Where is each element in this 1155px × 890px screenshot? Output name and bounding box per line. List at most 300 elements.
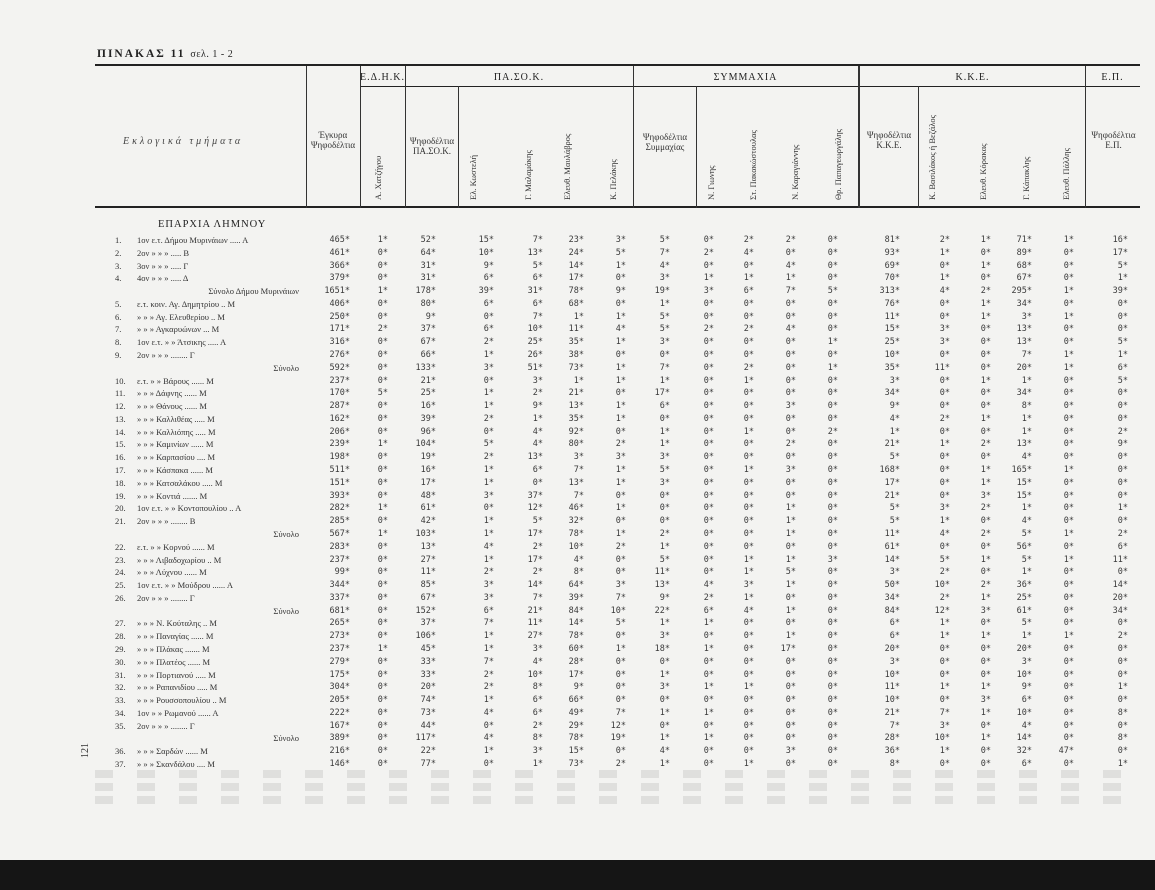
vote-cell: 0* bbox=[703, 758, 714, 769]
vote-cell: 1* bbox=[615, 311, 626, 322]
vote-cell: 4* bbox=[532, 426, 543, 437]
vote-cell: 2* bbox=[1117, 426, 1128, 437]
vote-cell: 1* bbox=[615, 465, 626, 476]
vote-cell: 4* bbox=[1021, 516, 1032, 527]
vote-cell: 1* bbox=[743, 682, 754, 693]
vote-cell: 1* bbox=[785, 503, 796, 514]
row-label bbox=[115, 247, 305, 260]
vote-cell: 0* bbox=[980, 643, 991, 654]
vote-cell: 8* bbox=[1021, 401, 1032, 412]
subtotal-row bbox=[0, 605, 1155, 618]
table-row bbox=[0, 349, 1155, 362]
vote-cell: 313* bbox=[879, 286, 900, 297]
vote-cell: 5* bbox=[939, 554, 950, 565]
vote-cell: 198* bbox=[329, 452, 350, 463]
group-rule bbox=[360, 86, 1140, 87]
vote-cell: 99* bbox=[334, 567, 350, 578]
row-text: » » » Δάφνης ...... Μ bbox=[137, 388, 207, 399]
vote-cell: 5* bbox=[377, 388, 388, 399]
row-text: Σύνολο bbox=[273, 362, 299, 373]
vote-cell: 0* bbox=[1063, 618, 1074, 629]
vote-cell: 46* bbox=[568, 503, 584, 514]
vote-cell: 0* bbox=[785, 720, 796, 731]
vote-cell: 60* bbox=[568, 643, 584, 654]
row-text: » » » Αγκαρυώνων ... Μ bbox=[137, 324, 220, 335]
vote-cell: 0* bbox=[703, 669, 714, 680]
scanner-border bbox=[0, 860, 1155, 890]
row-text: 1ον ε.τ. » » Μούδρου ...... Α bbox=[137, 580, 233, 591]
row-number: 33. bbox=[115, 695, 126, 706]
vote-cell: 0* bbox=[827, 439, 838, 450]
vote-cell: 9* bbox=[615, 286, 626, 297]
vote-cell: 37* bbox=[527, 490, 543, 501]
vote-cell: 2* bbox=[615, 758, 626, 769]
vote-cell: 2* bbox=[659, 528, 670, 539]
vote-cell: 10* bbox=[610, 605, 626, 616]
vote-cell: 17* bbox=[884, 477, 900, 488]
vote-cell: 0* bbox=[939, 656, 950, 667]
vote-cell: 37* bbox=[420, 324, 436, 335]
vote-cell: 3* bbox=[939, 337, 950, 348]
vote-cell: 13* bbox=[654, 580, 670, 591]
row-number: 9. bbox=[115, 350, 122, 361]
vote-cell: 1* bbox=[785, 605, 796, 616]
vote-cell: 19* bbox=[420, 452, 436, 463]
vote-cell: 0* bbox=[785, 592, 796, 603]
vote-cell: 265* bbox=[329, 618, 350, 629]
row-label bbox=[115, 362, 305, 375]
vote-cell: 0* bbox=[1117, 477, 1128, 488]
vote-cell: 2* bbox=[743, 362, 754, 373]
row-number: 14. bbox=[115, 426, 126, 437]
vote-cell: 0* bbox=[377, 477, 388, 488]
vote-cell: 1* bbox=[1063, 235, 1074, 245]
vote-cell: 0* bbox=[703, 631, 714, 642]
column-header-districts: Εκλογικά τμήματα bbox=[123, 136, 244, 147]
vote-cell: 1* bbox=[483, 350, 494, 361]
vote-cell: 283* bbox=[329, 541, 350, 552]
vote-cell: 12* bbox=[610, 720, 626, 731]
vote-cell: 1* bbox=[939, 516, 950, 527]
vote-cell: 0* bbox=[827, 375, 838, 386]
vote-cell: 0* bbox=[827, 477, 838, 488]
vote-cell: 0* bbox=[980, 247, 991, 258]
vote-cell: 0* bbox=[827, 669, 838, 680]
vote-cell: 1* bbox=[483, 746, 494, 757]
vote-cell: 3* bbox=[785, 465, 796, 476]
vote-cell: 1* bbox=[743, 426, 754, 437]
row-number: 30. bbox=[115, 656, 126, 667]
vote-cell: 5* bbox=[889, 452, 900, 463]
vote-cell: 2* bbox=[377, 324, 388, 335]
vote-cell: 81* bbox=[884, 235, 900, 245]
vote-cell: 0* bbox=[785, 362, 796, 373]
row-label bbox=[115, 451, 305, 464]
vote-cell: 0* bbox=[827, 298, 838, 309]
vote-cell: 1* bbox=[659, 707, 670, 718]
vote-cell: 14* bbox=[884, 554, 900, 565]
vote-cell: 1* bbox=[483, 477, 494, 488]
table-row bbox=[0, 630, 1155, 643]
row-number: 29. bbox=[115, 643, 126, 654]
vote-cell: 1* bbox=[1063, 528, 1074, 539]
vote-cell: 47* bbox=[1058, 746, 1074, 757]
vote-cell: 1* bbox=[785, 516, 796, 527]
vote-cell: 66* bbox=[420, 350, 436, 361]
vote-cell: 0* bbox=[827, 720, 838, 731]
vote-cell: 2* bbox=[939, 567, 950, 578]
vote-cell: 3* bbox=[483, 362, 494, 373]
vote-cell: 10* bbox=[527, 669, 543, 680]
table-row bbox=[0, 592, 1155, 605]
vote-cell: 0* bbox=[1063, 720, 1074, 731]
row-number: 21. bbox=[115, 516, 126, 527]
vote-cell: 0* bbox=[703, 503, 714, 514]
vote-cell: 13* bbox=[568, 477, 584, 488]
vote-cell: 4* bbox=[659, 746, 670, 757]
vote-cell: 0* bbox=[1117, 490, 1128, 501]
vote-cell: 0* bbox=[1063, 375, 1074, 386]
vote-cell: 25* bbox=[1016, 592, 1032, 603]
vote-cell: 5* bbox=[659, 311, 670, 322]
vote-cell: 0* bbox=[827, 388, 838, 399]
vote-cell: 1* bbox=[743, 592, 754, 603]
col-divider bbox=[306, 66, 307, 208]
row-number: 11. bbox=[115, 388, 126, 399]
table-row bbox=[0, 400, 1155, 413]
vote-cell: 0* bbox=[615, 350, 626, 361]
row-text: » » » Λύχνου ...... Μ bbox=[137, 567, 207, 578]
vote-cell: 4* bbox=[1021, 720, 1032, 731]
vote-cell: 239* bbox=[329, 439, 350, 450]
vote-cell: 1* bbox=[1117, 273, 1128, 284]
vote-cell: 3* bbox=[889, 375, 900, 386]
vote-cell: 103* bbox=[415, 528, 436, 539]
vote-cell: 3* bbox=[889, 567, 900, 578]
candidate-header: Θρ. Παπαγεωργάλης bbox=[833, 128, 843, 200]
row-label bbox=[115, 681, 305, 694]
vote-cell: 7* bbox=[483, 618, 494, 629]
vote-cell: 84* bbox=[884, 605, 900, 616]
vote-cell: 0* bbox=[743, 452, 754, 463]
vote-cell: 4* bbox=[1021, 452, 1032, 463]
vote-cell: 0* bbox=[785, 247, 796, 258]
vote-cell: 1* bbox=[377, 503, 388, 514]
vote-cell: 0* bbox=[377, 490, 388, 501]
vote-cell: 1* bbox=[1021, 631, 1032, 642]
vote-cell: 1* bbox=[785, 528, 796, 539]
subtotal-row bbox=[0, 285, 1155, 298]
vote-cell: 6* bbox=[483, 324, 494, 335]
row-text: » » » Καμινίων ...... Μ bbox=[137, 439, 214, 450]
vote-cell: 0* bbox=[743, 695, 754, 706]
vote-cell: 31* bbox=[527, 286, 543, 297]
vote-cell: 7* bbox=[532, 592, 543, 603]
vote-cell: 366* bbox=[329, 260, 350, 271]
vote-cell: 6* bbox=[1117, 541, 1128, 552]
vote-cell: 0* bbox=[377, 580, 388, 591]
vote-cell: 28* bbox=[884, 733, 900, 744]
vote-cell: 0* bbox=[785, 298, 796, 309]
vote-cell: 0* bbox=[827, 413, 838, 424]
vote-cell: 0* bbox=[1117, 465, 1128, 476]
col-divider bbox=[360, 66, 361, 208]
vote-cell: 0* bbox=[377, 298, 388, 309]
row-text: 2ον » » » ........ Γ bbox=[137, 350, 195, 361]
vote-cell: 0* bbox=[827, 465, 838, 476]
vote-cell: 0* bbox=[827, 528, 838, 539]
row-label bbox=[115, 707, 305, 720]
vote-cell: 0* bbox=[1063, 643, 1074, 654]
row-label bbox=[115, 400, 305, 413]
row-text: Σύνολο bbox=[273, 528, 299, 539]
vote-cell: 0* bbox=[785, 541, 796, 552]
vote-cell: 0* bbox=[377, 656, 388, 667]
vote-cell: 6* bbox=[532, 707, 543, 718]
vote-cell: 0* bbox=[743, 669, 754, 680]
vote-cell: 1* bbox=[939, 247, 950, 258]
row-text: Σύνολο bbox=[273, 605, 299, 616]
vote-cell: 1* bbox=[483, 401, 494, 412]
vote-cell: 2* bbox=[532, 720, 543, 731]
table-row bbox=[0, 336, 1155, 349]
table-row bbox=[0, 413, 1155, 426]
vote-cell: 0* bbox=[659, 720, 670, 731]
vote-cell: 3* bbox=[785, 746, 796, 757]
vote-cell: 7* bbox=[532, 311, 543, 322]
vote-cell: 0* bbox=[377, 426, 388, 437]
vote-cell: 5* bbox=[785, 567, 796, 578]
row-label bbox=[115, 336, 305, 349]
vote-cell: 0* bbox=[980, 362, 991, 373]
vote-cell: 0* bbox=[1117, 388, 1128, 399]
vote-cell: 0* bbox=[1063, 516, 1074, 527]
vote-cell: 5* bbox=[483, 439, 494, 450]
vote-cell: 0* bbox=[939, 490, 950, 501]
table-row bbox=[0, 438, 1155, 451]
vote-cell: 0* bbox=[483, 426, 494, 437]
group-pasok: ΠΑ.ΣΟ.Κ. bbox=[493, 72, 545, 83]
vote-cell: 0* bbox=[785, 426, 796, 437]
vote-cell: 0* bbox=[827, 311, 838, 322]
table-row bbox=[0, 375, 1155, 388]
table-row bbox=[0, 681, 1155, 694]
table-title bbox=[97, 48, 233, 60]
vote-cell: 0* bbox=[615, 554, 626, 565]
vote-cell: 0* bbox=[827, 260, 838, 271]
vote-cell: 1* bbox=[377, 643, 388, 654]
row-text: » » » Παναγίας ...... Μ bbox=[137, 631, 214, 642]
vote-cell: 0* bbox=[659, 516, 670, 527]
vote-cell: 7* bbox=[573, 490, 584, 501]
vote-cell: 20* bbox=[1016, 643, 1032, 654]
vote-cell: 32* bbox=[568, 516, 584, 527]
vote-cell: 0* bbox=[483, 758, 494, 769]
vote-cell: 1* bbox=[483, 643, 494, 654]
table-row bbox=[0, 311, 1155, 324]
vote-cell: 11* bbox=[654, 567, 670, 578]
vote-cell: 1* bbox=[980, 311, 991, 322]
vote-cell: 39* bbox=[568, 592, 584, 603]
row-number: 32. bbox=[115, 682, 126, 693]
vote-cell: 5* bbox=[827, 286, 838, 297]
vote-cell: 0* bbox=[1063, 426, 1074, 437]
table-row bbox=[0, 579, 1155, 592]
vote-cell: 27* bbox=[527, 631, 543, 642]
row-number: 10. bbox=[115, 375, 126, 386]
vote-cell: 106* bbox=[415, 631, 436, 642]
vote-cell: 0* bbox=[377, 465, 388, 476]
vote-cell: 10* bbox=[478, 247, 494, 258]
vote-cell: 3* bbox=[483, 592, 494, 603]
vote-cell: 68* bbox=[1016, 260, 1032, 271]
vote-cell: 45* bbox=[420, 643, 436, 654]
vote-cell: 0* bbox=[785, 682, 796, 693]
vote-cell: 15* bbox=[884, 324, 900, 335]
vote-cell: 0* bbox=[1063, 758, 1074, 769]
vote-cell: 0* bbox=[1063, 324, 1074, 335]
vote-cell: 0* bbox=[939, 350, 950, 361]
vote-cell: 0* bbox=[743, 298, 754, 309]
vote-cell: 0* bbox=[980, 401, 991, 412]
vote-cell: 6* bbox=[703, 605, 714, 616]
vote-cell: 4* bbox=[483, 707, 494, 718]
vote-cell: 344* bbox=[329, 580, 350, 591]
vote-cell: 20* bbox=[1112, 592, 1128, 603]
row-label bbox=[115, 643, 305, 656]
vote-cell: 0* bbox=[785, 656, 796, 667]
vote-cell: 0* bbox=[1063, 337, 1074, 348]
table-row bbox=[0, 502, 1155, 515]
vote-cell: 285* bbox=[329, 516, 350, 527]
vote-cell: 0* bbox=[703, 554, 714, 565]
row-number: 8. bbox=[115, 337, 122, 348]
row-label bbox=[115, 579, 305, 592]
vote-cell: 78* bbox=[568, 733, 584, 744]
vote-cell: 0* bbox=[980, 567, 991, 578]
vote-cell: 33* bbox=[420, 656, 436, 667]
row-text: » » » Πλάκας ....... Μ bbox=[137, 643, 210, 654]
vote-cell: 0* bbox=[703, 426, 714, 437]
vote-cell: 0* bbox=[1117, 413, 1128, 424]
vote-cell: 0* bbox=[939, 298, 950, 309]
row-label bbox=[115, 605, 305, 618]
table-row bbox=[0, 707, 1155, 720]
vote-cell: 21* bbox=[568, 388, 584, 399]
vote-cell: 21* bbox=[884, 439, 900, 450]
vote-cell: 0* bbox=[743, 656, 754, 667]
vote-cell: 0* bbox=[939, 465, 950, 476]
vote-cell: 0* bbox=[1063, 707, 1074, 718]
vote-cell: 9* bbox=[425, 311, 436, 322]
vote-cell: 52* bbox=[420, 235, 436, 245]
vote-cell: 6* bbox=[532, 273, 543, 284]
candidate-header: Γ. Μαλαμάκης bbox=[523, 150, 533, 200]
vote-cell: 0* bbox=[827, 618, 838, 629]
table-row bbox=[0, 260, 1155, 273]
vote-cell: 1* bbox=[703, 643, 714, 654]
vote-cell: 0* bbox=[703, 298, 714, 309]
row-label bbox=[115, 745, 305, 758]
table-row bbox=[0, 234, 1155, 247]
subtotal-row bbox=[0, 362, 1155, 375]
vote-cell: 1* bbox=[785, 580, 796, 591]
vote-cell: 3* bbox=[483, 490, 494, 501]
vote-cell: 6* bbox=[532, 695, 543, 706]
vote-cell: 3* bbox=[532, 643, 543, 654]
vote-cell: 17* bbox=[780, 643, 796, 654]
vote-cell: 33* bbox=[420, 669, 436, 680]
vote-cell: 8* bbox=[889, 758, 900, 769]
vote-cell: 1* bbox=[939, 682, 950, 693]
vote-cell: 511* bbox=[329, 465, 350, 476]
vote-cell: 5* bbox=[1117, 260, 1128, 271]
vote-cell: 1* bbox=[1117, 350, 1128, 361]
vote-cell: 18* bbox=[654, 643, 670, 654]
vote-cell: 21* bbox=[884, 490, 900, 501]
vote-cell: 0* bbox=[659, 413, 670, 424]
vote-cell: 0* bbox=[785, 758, 796, 769]
row-label bbox=[115, 566, 305, 579]
vote-cell: 1* bbox=[1063, 554, 1074, 565]
vote-cell: 6* bbox=[532, 465, 543, 476]
vote-cell: 1* bbox=[703, 618, 714, 629]
vote-cell: 0* bbox=[615, 682, 626, 693]
vote-cell: 44* bbox=[420, 720, 436, 731]
vote-cell: 282* bbox=[329, 503, 350, 514]
vote-cell: 1* bbox=[483, 388, 494, 399]
row-number: 26. bbox=[115, 592, 126, 603]
row-number: 37. bbox=[115, 758, 126, 769]
vote-cell: 34* bbox=[1016, 388, 1032, 399]
vote-cell: 3* bbox=[980, 695, 991, 706]
vote-cell: 0* bbox=[377, 260, 388, 271]
table-row bbox=[0, 566, 1155, 579]
vote-cell: 17* bbox=[527, 528, 543, 539]
vote-cell: 0* bbox=[1063, 656, 1074, 667]
vote-cell: 1* bbox=[659, 298, 670, 309]
vote-cell: 0* bbox=[785, 337, 796, 348]
vote-cell: 3* bbox=[980, 605, 991, 616]
vote-cell: 0* bbox=[827, 643, 838, 654]
vote-cell: 0* bbox=[1063, 580, 1074, 591]
vote-cell: 1* bbox=[980, 554, 991, 565]
vote-cell: 13* bbox=[527, 247, 543, 258]
candidate-header: Α. Χατζήγου bbox=[373, 155, 383, 200]
vote-cell: 6* bbox=[532, 298, 543, 309]
vote-cell: 76* bbox=[884, 298, 900, 309]
row-number: 16. bbox=[115, 452, 126, 463]
vote-cell: 35* bbox=[568, 337, 584, 348]
row-number: 18. bbox=[115, 477, 126, 488]
vote-cell: 2* bbox=[785, 235, 796, 245]
vote-cell: 0* bbox=[1117, 311, 1128, 322]
vote-cell: 1* bbox=[785, 631, 796, 642]
vote-cell: 4* bbox=[889, 413, 900, 424]
table-row bbox=[0, 387, 1155, 400]
vote-cell: 1* bbox=[573, 311, 584, 322]
vote-cell: 0* bbox=[377, 273, 388, 284]
vote-cell: 170* bbox=[329, 388, 350, 399]
vote-cell: 0* bbox=[743, 516, 754, 527]
vote-cell: 66* bbox=[568, 695, 584, 706]
vote-cell: 1* bbox=[1117, 503, 1128, 514]
vote-cell: 0* bbox=[980, 426, 991, 437]
col-divider bbox=[458, 86, 459, 208]
vote-cell: 0* bbox=[1117, 324, 1128, 335]
row-number: 7. bbox=[115, 324, 122, 335]
vote-cell: 0* bbox=[827, 324, 838, 335]
